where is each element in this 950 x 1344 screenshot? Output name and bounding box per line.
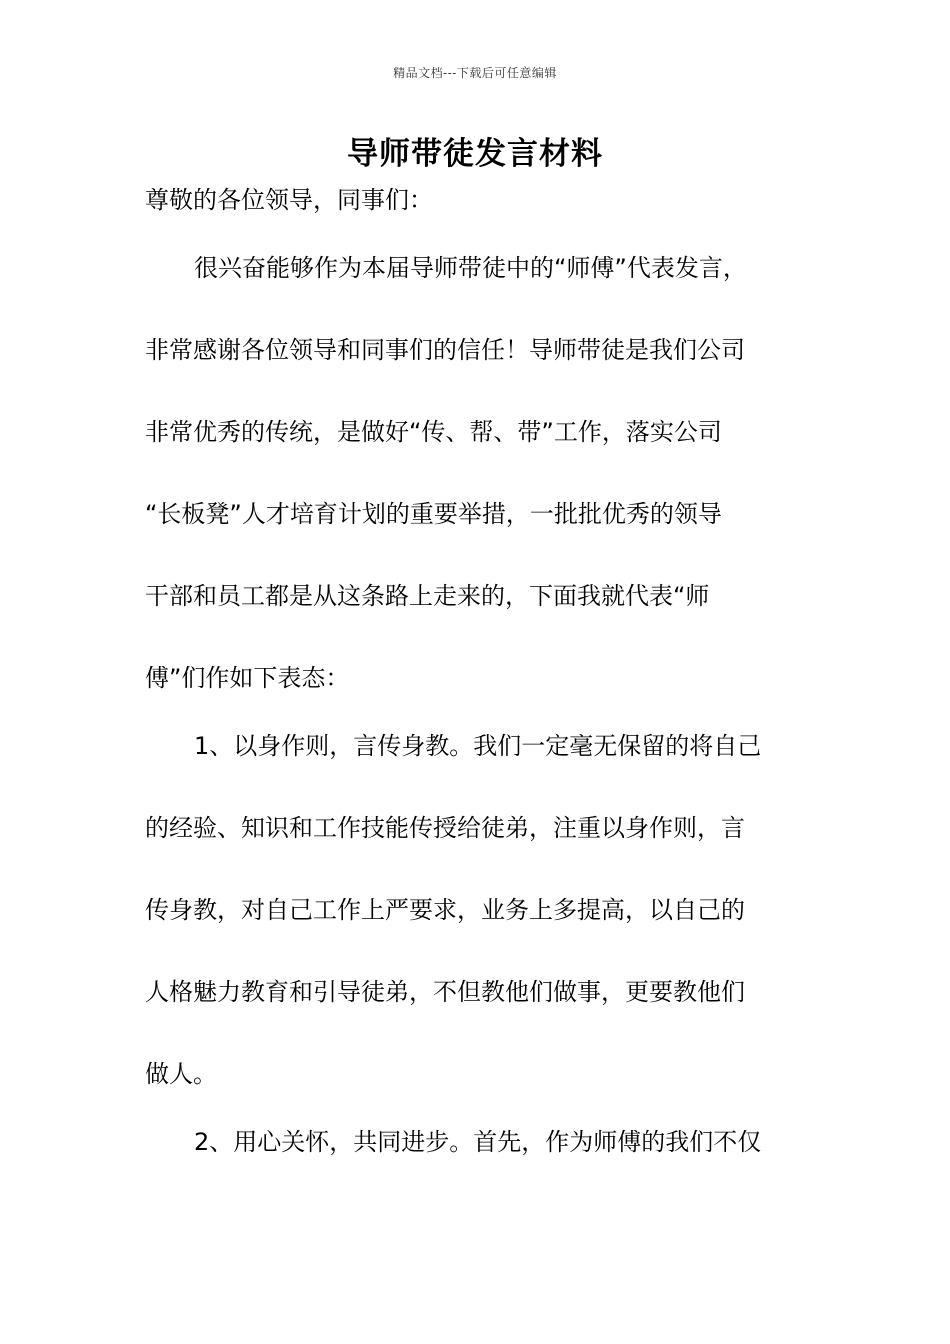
body-line: 做人。: [145, 1060, 217, 1088]
body-line: 非常感谢各位领导和同事们的信任！导师带徒是我们公司: [145, 336, 745, 364]
document-title: 导师带徒发言材料: [347, 136, 603, 172]
body-line: 1、以身作则，言传身教。我们一定毫无保留的将自己: [194, 732, 762, 760]
body-line: “长板凳”人才培育计划的重要举措，一批批优秀的领导: [145, 500, 722, 528]
body-line: 2、用心关怀，共同进步。首先，作为师傅的我们不仅: [194, 1128, 762, 1156]
header-note: 精品文档---下载后可任意编辑: [393, 66, 557, 80]
body-line: 非常优秀的传统，是做好“传、帮、带”工作，落实公司: [145, 418, 722, 446]
body-line: 傅”们作如下表态：: [145, 664, 350, 692]
body-line: 干部和员工都是从这条路上走来的，下面我就代表“师: [145, 582, 710, 610]
body-line: 很兴奋能够作为本届导师带徒中的“师傅”代表发言，: [194, 254, 747, 282]
salutation-line: 尊敬的各位领导，同事们：: [145, 186, 433, 214]
body-line: 的经验、知识和工作技能传授给徒弟，注重以身作则，言: [145, 814, 745, 842]
body-line: 传身教，对自己工作上严要求，业务上多提高，以自己的: [145, 896, 745, 924]
body-line: 人格魅力教育和引导徒弟，不但教他们做事，更要教他们: [145, 978, 745, 1006]
